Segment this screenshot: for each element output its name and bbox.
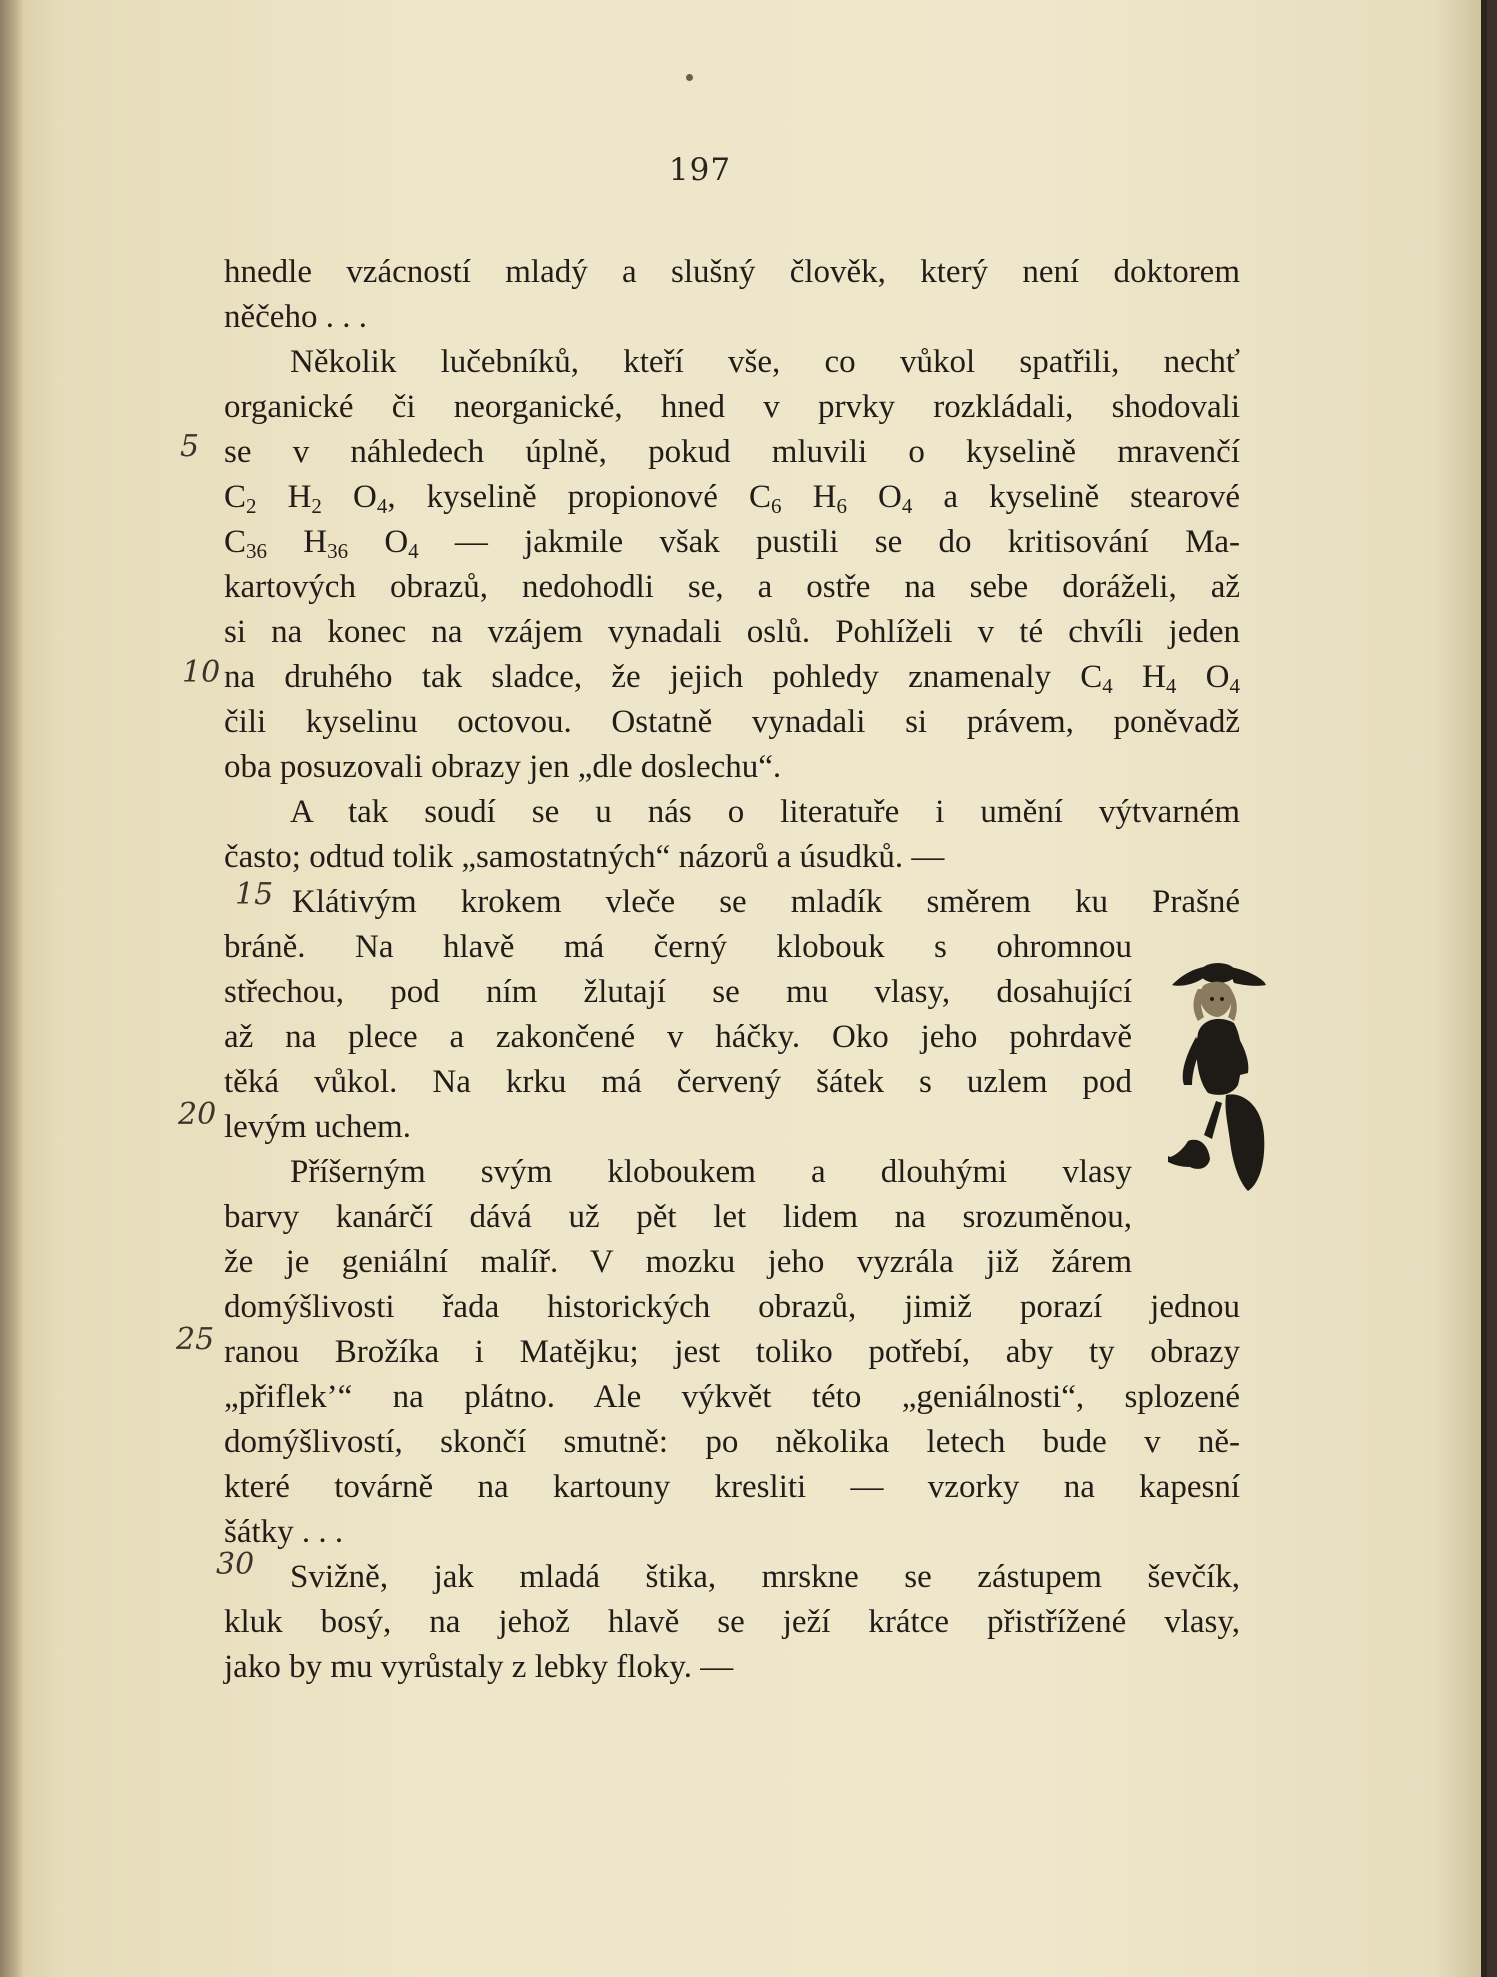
text-line: ranou Brožíka i Matějku; jest toliko potřebí, aby ty obrazy	[224, 1334, 1240, 1370]
text-line: „přiflek’“ na plátno. Ale výkvět této „geniálnosti“, splozené	[224, 1379, 1240, 1415]
text-line: hnedle vzácností mladý a slušný člověk, který není doktorem	[224, 254, 1240, 290]
text-line: Příšerným svým kloboukem a dlouhými vlasy	[290, 1154, 1132, 1190]
formula-formic: $C_2$ $H_2$ $O_4$	[224, 479, 388, 518]
margin-mark-10: 10	[182, 655, 221, 690]
text-line: se v náhledech úplně, pokud mluvili o kyselině mravenčí	[224, 434, 1240, 470]
margin-mark-25: 25	[176, 1322, 215, 1357]
margin-mark-30: 30	[216, 1547, 255, 1582]
formula-stearic: $C_{36}$ $H_{36}$ $O_4$	[224, 524, 419, 563]
text-line: jako by mu vyrůstaly z lebky floky. —	[224, 1649, 734, 1685]
text-line: organické či neorganické, hned v prvky rozkládali, shodovali	[224, 389, 1240, 425]
formula-propionic: $C_6$ $H_6$ $O_4$	[749, 479, 913, 518]
page-number: 197	[668, 152, 732, 188]
text-line: domýšlivostí, skončí smutně: po několika letech bude v ně-	[224, 1424, 1240, 1460]
text-line-formulas: $C_2$ $H_2$ $O_4$, kyselině propionové $C_6$ $H_6$ $O_4$ a kyselině stearové	[224, 479, 1241, 518]
text-line: něčeho . . .	[224, 299, 367, 335]
text-line: barvy kanárčí dává už pět let lidem na srozuměnou,	[224, 1199, 1132, 1235]
margin-mark-15: 15	[235, 877, 274, 912]
text-line: Několik lučebníků, kteří vše, co vůkol spatřili, nechť	[290, 344, 1240, 380]
text-line: čili kyselinu octovou. Ostatně vynadali si právem, poněvadž	[224, 704, 1240, 740]
text-line: kluk bosý, na jehož hlavě se ježí krátce přistřížené vlasy,	[224, 1604, 1240, 1640]
text-line: často; odtud tolik „samostatných“ názorů a úsudků. —	[224, 839, 945, 875]
margin-mark-20: 20	[178, 1097, 217, 1132]
painter-caricature-illustration	[1168, 945, 1268, 1210]
text-line: oba posuzovali obrazy jen „dle doslechu“.	[224, 749, 782, 785]
text-line: šátky . . .	[224, 1514, 344, 1550]
text-line: kartových obrazů, nedohodli se, a ostře na sebe doráželi, až	[224, 569, 1240, 605]
text-line: domýšlivosti řada historických obrazů, jimiž porazí jednou	[224, 1289, 1240, 1325]
text-line-formulas: na druhého tak sladce, že jejich pohledy znamenaly $C_4$ $H_4$ $O_4$	[224, 659, 1240, 698]
text-line: Svižně, jak mladá štika, mrskne se zástupem ševčík,	[290, 1559, 1240, 1595]
text-line: A tak soudí se u nás o literatuře i umění výtvarném	[290, 794, 1240, 830]
text-line: si na konec na vzájem vynadali oslů. Pohlíželi v té chvíli jeden	[224, 614, 1240, 650]
page-binding-edge	[0, 0, 24, 1977]
text-line: Klátivým krokem vleče se mladík směrem ku Prašné	[292, 884, 1240, 920]
formula-acetic: $C_4$ $H_4$ $O_4$	[1080, 659, 1240, 698]
text-line: střechou, pod ním žlutají se mu vlasy, dosahující	[224, 974, 1132, 1010]
text-line: až na plece a zakončené v háčky. Oko jeho pohrdavě	[224, 1019, 1132, 1055]
margin-mark-5: 5	[180, 429, 200, 464]
text-line: že je geniální malíř. V mozku jeho vyzrála již žárem	[224, 1244, 1132, 1280]
text-line-formulas: $C_{36}$ $H_{36}$ $O_4$ — jakmile však pustili se do kritisování Ma-	[224, 524, 1241, 563]
text-line: levým uchem.	[224, 1109, 411, 1145]
text-line: bráně. Na hlavě má černý klobouk s ohromnou	[224, 929, 1132, 965]
text-line: které továrně na kartouny kresliti — vzorky na kapesní	[224, 1469, 1240, 1505]
ink-speck	[686, 74, 693, 81]
text-line: těká vůkol. Na krku má červený šátek s uzlem pod	[224, 1064, 1132, 1100]
